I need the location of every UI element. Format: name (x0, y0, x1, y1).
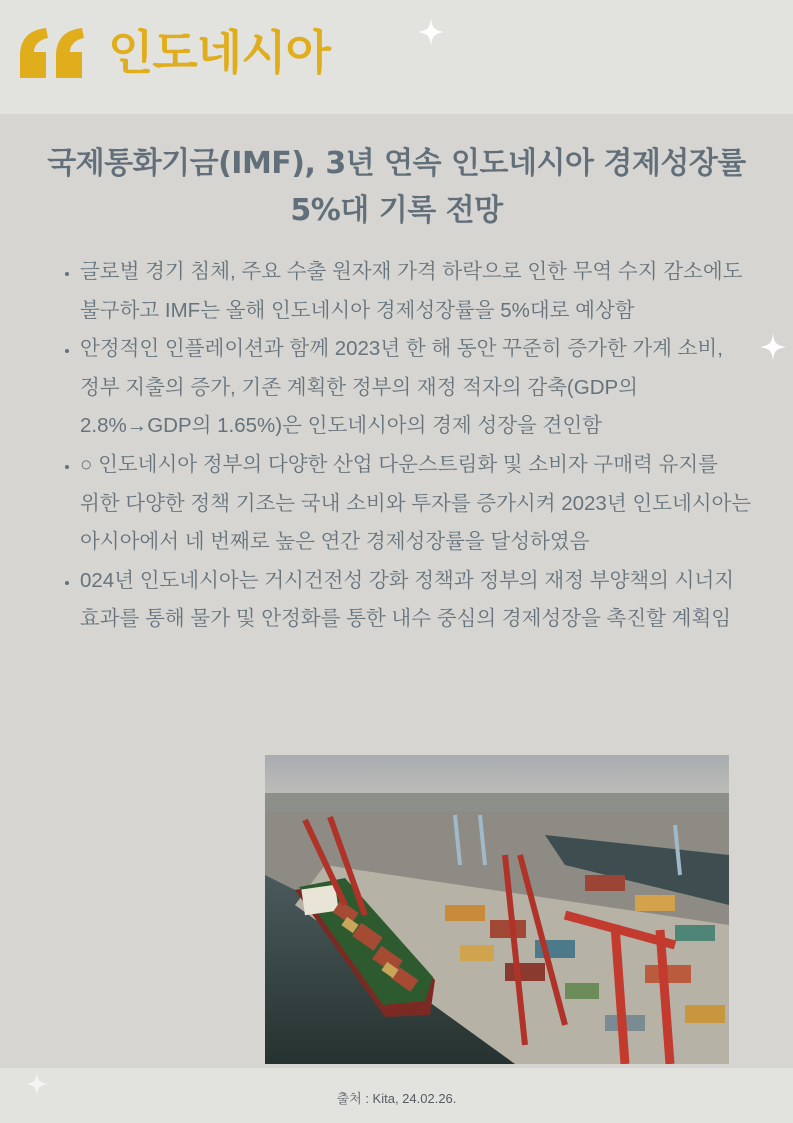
source-citation: 출처 : Kita, 24.02.26. (336, 1091, 457, 1106)
list-item: • 024년 인도네시아는 거시건전성 강화 정책과 정부의 재정 부양책의 시너지 효과를 통해 물가 및 안정화를 통한 내수 중심의 경제성장을 촉진할 계획임 (80, 562, 752, 639)
headline: 국제통화기금(IMF), 3년 연속 인도네시아 경제성장률 5%대 기록 전망 (47, 146, 746, 228)
page-title: 인도네시아 (108, 26, 331, 81)
sparkle-icon (26, 1071, 48, 1097)
sparkle-icon (418, 18, 444, 46)
list-item: • 안정적인 인플레이션과 함께 2023년 한 해 동안 꾸준히 증가한 가계 소비, 정부 지출의 증가, 기존 계획한 정부의 재정 적자의 감축(GDP의 2.8%→GDP의 1.65%)은 인도네시아의 경제 성장을 견인함 (80, 330, 752, 446)
sparkle-icon (760, 333, 786, 361)
quote-mark-icon (18, 26, 88, 82)
list-item: • ○ 인도네시아 정부의 다양한 산업 다운스트림화 및 소비자 구매력 유지를 위한 다양한 정책 기조는 국내 소비와 투자를 증가시켜 2023년 인도네시아는 아시아에서 네 번째로 높은 연간 경제성장률을 달성하였음 (80, 446, 752, 562)
header-band (0, 0, 793, 114)
list-item: • 글로벌 경기 침체, 주요 수출 원자재 가격 하락으로 인한 무역 수지 감소에도 불구하고 IMF는 올해 인도네시아 경제성장률을 5%대로 예상함 (80, 253, 752, 330)
bullet-list (58, 253, 752, 639)
port-photo-image (265, 755, 729, 1064)
port-photo (265, 755, 729, 1064)
